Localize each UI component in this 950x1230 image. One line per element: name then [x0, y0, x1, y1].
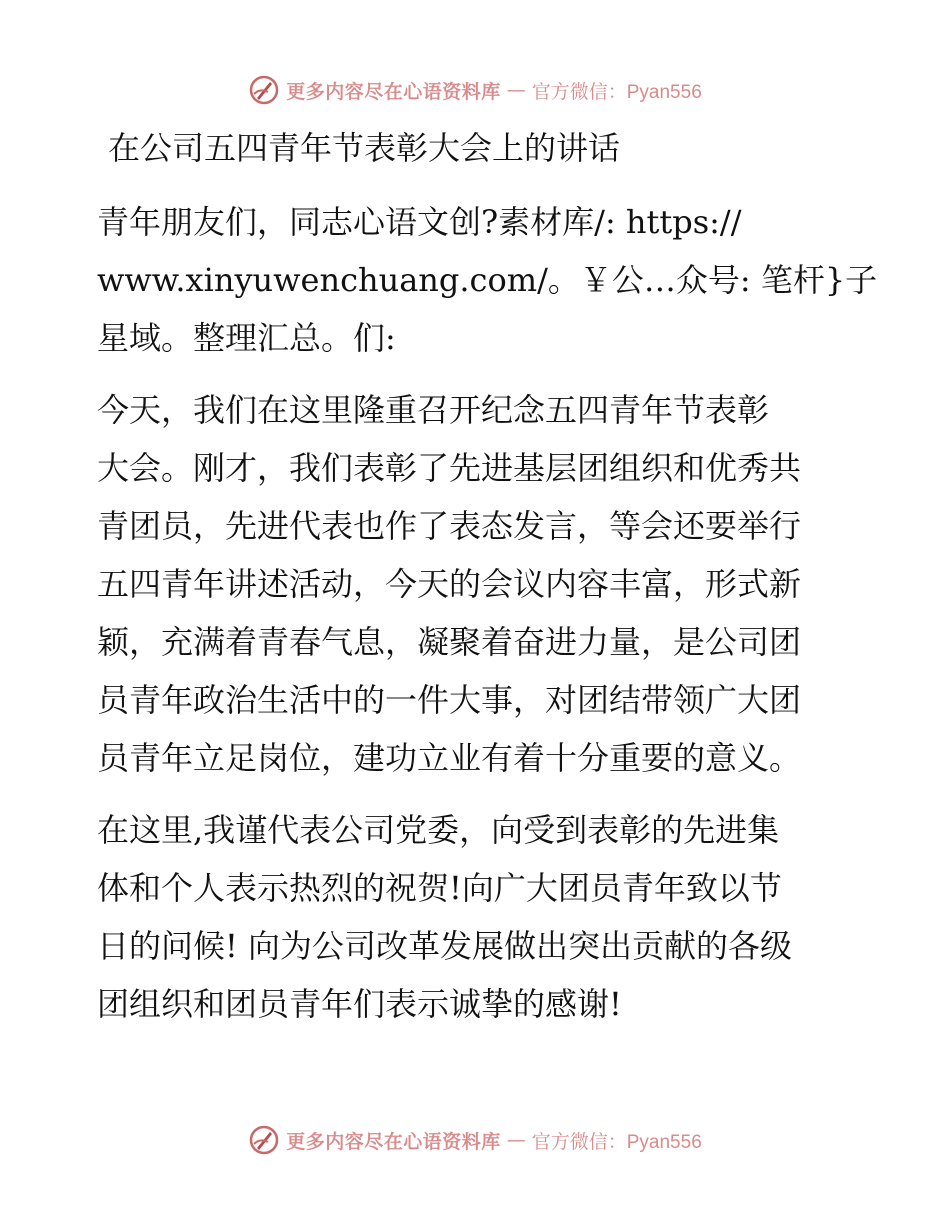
- watermark-text: 更多内容尽在心语资料库: [286, 80, 501, 103]
- text-line: 员青年政治生活中的一件大事，对团结带领广大团: [97, 681, 802, 719]
- text-line: 体和个人表示热烈的祝贺!向广大团员青年致以节: [97, 869, 782, 907]
- text-line: 青年朋友们，同志心语文创?素材库/: https://: [97, 203, 742, 241]
- watermark-text: 更多内容尽在心语资料库: [286, 1130, 501, 1153]
- text-line: 星域。整理汇总。们:: [97, 319, 396, 357]
- watermark-wechat: 官方微信：Pyan556: [531, 1131, 702, 1153]
- footer-watermark: [0, 1120, 950, 1160]
- text-line: 日的问候! 向为公司改革发展做出突出贡献的各级: [97, 927, 793, 965]
- header-watermark: [0, 70, 950, 110]
- text-line: 在这里,我谨代表公司党委，向受到表彰的先进集: [97, 811, 780, 849]
- text-line: 大会。刚才，我们表彰了先进基层团组织和优秀共: [97, 449, 802, 487]
- text-line: 员青年立足岗位，建功立业有着十分重要的意义。: [97, 739, 802, 777]
- text-line: 五四青年讲述活动，今天的会议内容丰富，形式新: [97, 565, 802, 603]
- paragraph-greeting: [97, 193, 878, 367]
- text-line: 青团员，先进代表也作了表态发言，等会还要举行: [97, 507, 802, 545]
- text-line: 今天，我们在这里隆重召开纪念五四青年节表彰: [97, 391, 770, 429]
- watermark-separator: —: [506, 1129, 526, 1151]
- paragraph-congratulations: [97, 801, 857, 1033]
- watermark-separator: —: [506, 79, 526, 101]
- text-line: 颖，充满着青春气息，凝聚着奋进力量，是公司团: [97, 623, 802, 661]
- watermark-wechat: 官方微信：Pyan556: [531, 81, 702, 103]
- text-line: www.xinyuwenchuang.com/。￥公…众号: 笔杆}子: [97, 261, 878, 299]
- paragraph-intro: [97, 381, 857, 787]
- text-line: 团组织和团员青年们表示诚挚的感谢!: [97, 985, 622, 1023]
- document-title: 在公司五四青年节表彰大会上的讲话: [108, 129, 621, 167]
- quill-logo-icon: [248, 1124, 280, 1156]
- quill-logo-icon: [248, 74, 280, 106]
